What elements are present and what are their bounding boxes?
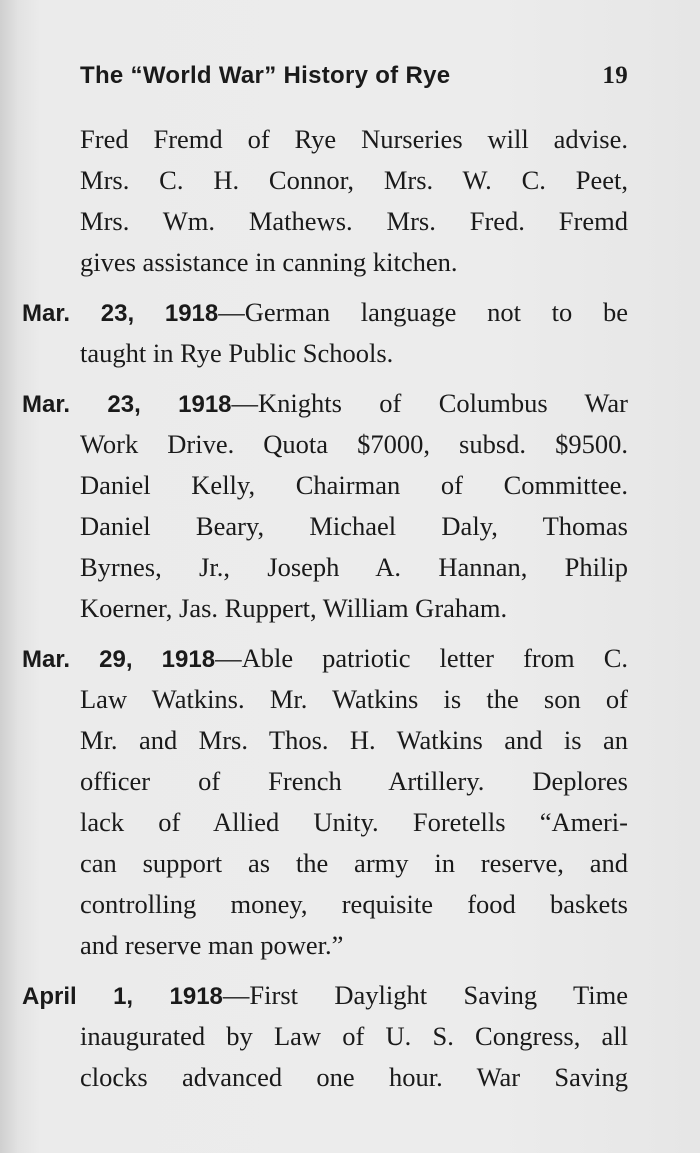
text-line: Daniel Kelly, Chairman of Committee. [80, 470, 628, 500]
text-line: clocks advanced one hour. War Saving [80, 1062, 628, 1092]
running-head-title: The “World War” History of Rye [80, 62, 451, 89]
text-line: lack of Allied Unity. Foretells “Ameri- [80, 807, 628, 837]
entry-first-line [22, 975, 628, 1016]
text-line: taught in Rye Public Schools. [80, 338, 394, 368]
text-line: Fred Fremd of Rye Nurseries will advise. [80, 124, 628, 154]
entry-text: —First Daylight Saving Time [222, 980, 628, 1010]
chronology-entry [22, 292, 628, 374]
chronology-entry [22, 975, 628, 1098]
page-number: 19 [602, 62, 628, 89]
chronology-entry [22, 383, 628, 629]
text-line: Mrs. Wm. Mathews. Mrs. Fred. Fremd [80, 206, 628, 236]
entry-first-line [22, 638, 628, 679]
text-line: can support as the army in reserve, and [80, 848, 628, 878]
entry-date: Mar. 23, 1918 [22, 300, 219, 327]
entry-first-line [22, 383, 628, 424]
entry-text: —Able patriotic letter from C. [215, 643, 628, 673]
text-line: Koerner, Jas. Ruppert, William Graham. [80, 593, 508, 623]
entry-date: Mar. 23, 1918 [22, 391, 232, 418]
entry-first-line [22, 292, 628, 333]
text-line: Byrnes, Jr., Joseph A. Hannan, Philip [80, 552, 628, 582]
text-line: and reserve man power.” [80, 930, 344, 960]
chronology-entry [22, 638, 628, 966]
entry-date: April 1, 1918 [22, 983, 223, 1010]
text-line: controlling money, requisite food baskets [80, 889, 628, 919]
entry-date: Mar. 29, 1918 [22, 646, 216, 673]
text-line: gives assistance in canning kitchen. [80, 247, 458, 277]
text-line: Law Watkins. Mr. Watkins is the son of [80, 684, 628, 714]
text-line: officer of French Artillery. Deplores [80, 766, 628, 796]
text-line: Daniel Beary, Michael Daly, Thomas [80, 511, 628, 541]
text-line: Mrs. C. H. Connor, Mrs. W. C. Peet, [80, 165, 628, 195]
text-line: inaugurated by Law of U. S. Congress, all [80, 1021, 628, 1051]
entry-text: —German language not to be [218, 297, 628, 327]
text-line: Mr. and Mrs. Thos. H. Watkins and is an [80, 725, 628, 755]
text-line: Work Drive. Quota $7000, subsd. $9500. [80, 429, 628, 459]
running-head [80, 56, 628, 96]
entry-text: —Knights of Columbus War [231, 388, 628, 418]
body-text [22, 119, 628, 1098]
continuation-paragraph [22, 119, 628, 283]
